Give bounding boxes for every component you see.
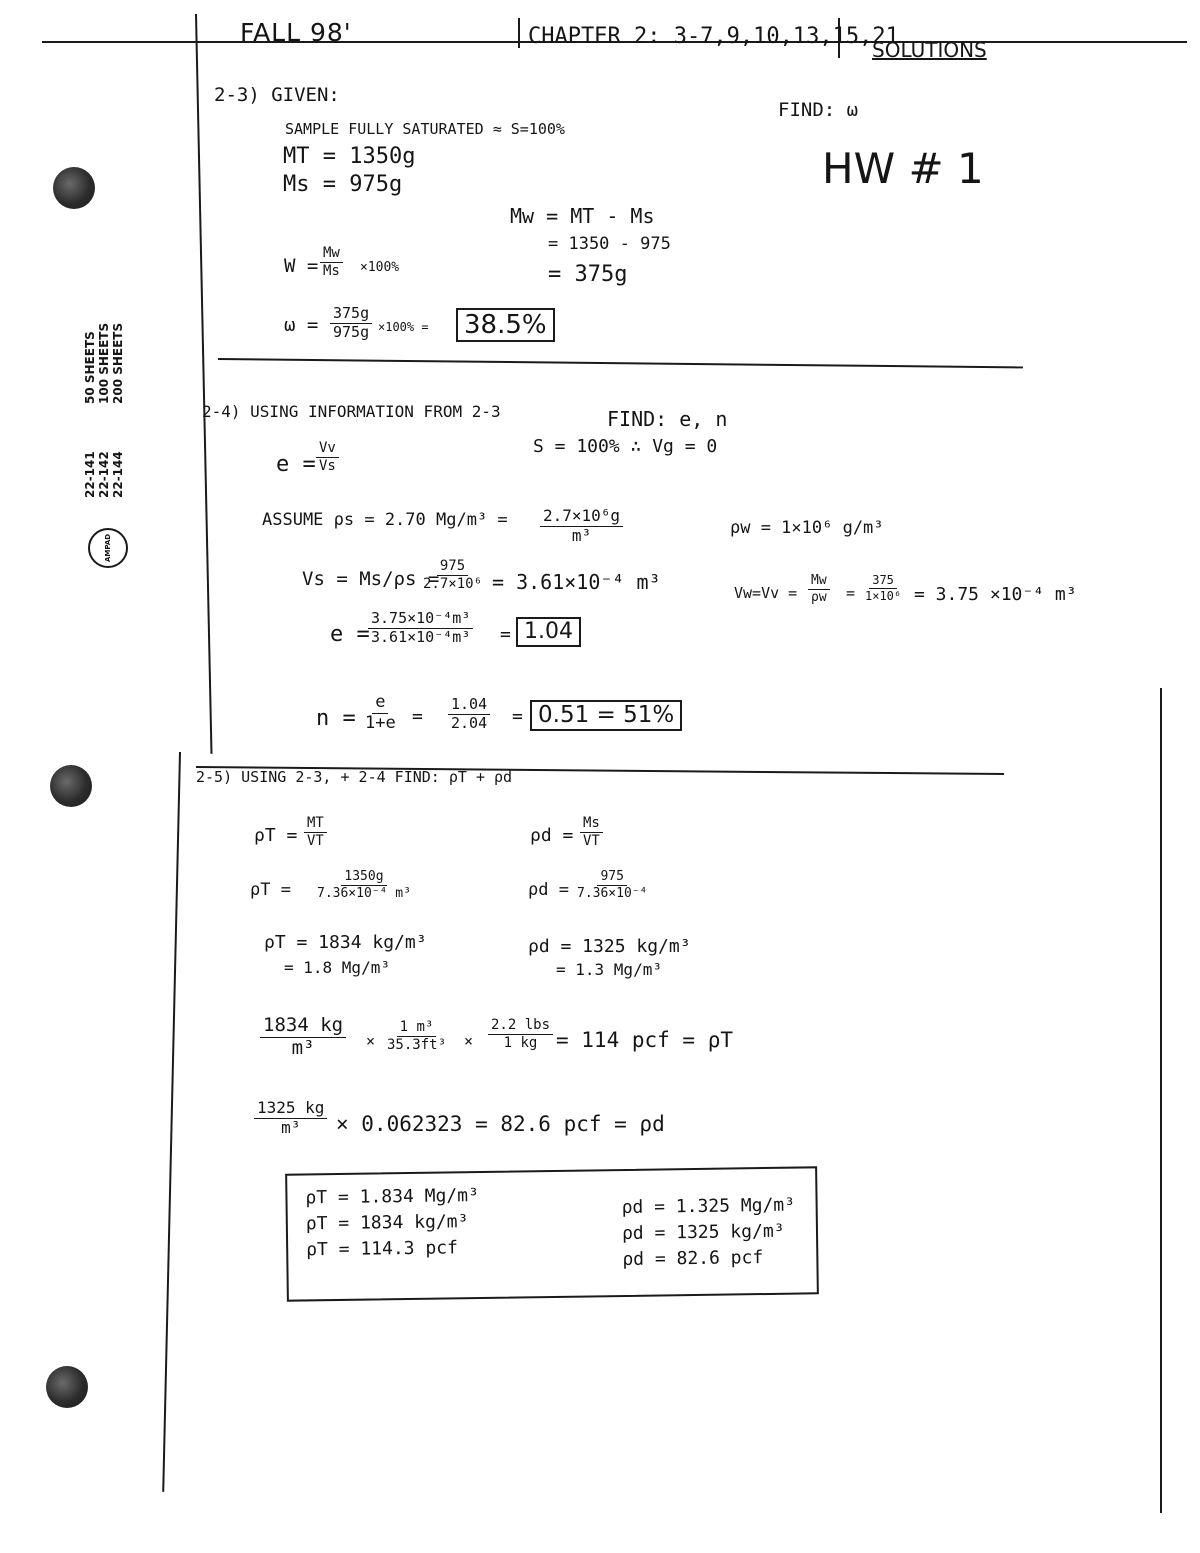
fraction-denominator: 975g (333, 322, 370, 341)
total-density-formula-lhs: ρT = (254, 825, 298, 846)
porosity-formula-equals: = (412, 706, 423, 727)
fraction-numerator: 2.2 lbs (488, 1018, 553, 1035)
fraction-denominator: 35.3ft³ (387, 1036, 447, 1053)
water-content-formula-lhs: W = (284, 255, 319, 277)
header-chapter: CHAPTER 2: 3-7,9,10,13,15,21 (528, 24, 899, 49)
porosity-formula-lhs: n = (316, 706, 356, 731)
fraction-denominator: 7.36×10⁻⁴ (577, 885, 648, 901)
problem-2-4-label: 2-4) USING INFORMATION FROM 2-3 (202, 402, 501, 421)
right-edge-rule (1160, 688, 1162, 1513)
pad-sheet-count: 200 SHEETS (110, 322, 125, 404)
water-mass-line-1: Mw = MT - Ms (510, 204, 655, 228)
fraction-numerator: MT (304, 816, 327, 833)
void-ratio-formula-lhs: e = (276, 452, 316, 477)
binder-hole-bottom (46, 1366, 88, 1408)
conversion-1-result: = 114 pcf = ρT (556, 1028, 734, 1052)
solid-volume-result: = 3.61×10⁻⁴ m³ (492, 570, 661, 594)
fraction-denominator: m³ (291, 1036, 315, 1059)
total-density-calc-lhs: ρT = (250, 880, 291, 900)
void-ratio-answer: 1.04 (516, 617, 581, 647)
porosity-answer: 0.51 = 51% (530, 700, 682, 731)
fraction-numerator: 375 (869, 574, 897, 589)
water-content-formula-mult: ×100% (360, 260, 400, 275)
total-density-result-mg: = 1.8 Mg/m³ (284, 958, 390, 977)
void-ratio-calc-fraction (368, 611, 473, 646)
pad-sheet-count: 50 SHEETS (83, 331, 97, 404)
fraction-denominator: 3.61×10⁻⁴m³ (371, 627, 471, 646)
conversion-1-times: × (366, 1032, 376, 1050)
homework-title: HW # 1 (822, 144, 984, 193)
fraction-numerator: 1.04 (448, 697, 490, 715)
pad-code: 22-141 (83, 451, 97, 498)
problem-2-3-label: 2-3) GIVEN: (214, 84, 340, 106)
fraction-numerator: e (372, 694, 388, 714)
dry-density-result-kg: ρd = 1325 kg/m³ (528, 936, 691, 957)
water-content-calc-fraction (330, 306, 372, 341)
solid-volume-fraction (420, 559, 485, 591)
problem-2-3-find: FIND: ω (778, 99, 859, 121)
fraction-denominator: VT (583, 832, 600, 849)
header-term: FALL 98' (240, 18, 352, 47)
summary-dry-density-kg: ρd = 1325 kg/m³ (621, 1220, 785, 1245)
fraction-numerator: 975 (597, 870, 626, 886)
solid-volume-lhs: Vs = Ms/ρs = (302, 568, 440, 590)
water-content-formula-fraction (320, 246, 343, 278)
fraction-numerator: 3.75×10⁻⁴m³ (368, 611, 473, 629)
water-density: ρw = 1×10⁶ g/m³ (730, 518, 884, 538)
water-mass-line-3: = 375g (548, 262, 628, 287)
pad-sheets (84, 323, 125, 404)
fraction-numerator: 975 (437, 559, 468, 576)
water-volume-equals: = (846, 584, 856, 602)
fraction-numerator: 375g (330, 306, 372, 324)
problem-2-4-find: FIND: e, n (607, 407, 728, 431)
conversion-1-fraction-2 (384, 1020, 449, 1052)
dry-density-calc-fraction (574, 870, 650, 900)
fraction-denominator: Ms (323, 262, 340, 279)
pad-code: 22-144 (110, 451, 125, 498)
water-volume-fraction-2 (862, 574, 904, 602)
saturation-line: S = 100% ∴ Vg = 0 (533, 436, 718, 457)
void-ratio-formula-fraction (316, 441, 339, 473)
dry-density-result-mg: = 1.3 Mg/m³ (556, 960, 662, 979)
fraction-denominator: m³ (281, 1117, 301, 1137)
logo-text: AMPAD (103, 533, 112, 563)
dry-density-formula-lhs: ρd = (530, 825, 574, 846)
void-ratio-calc-lhs: e = (330, 622, 370, 647)
porosity-calc-fraction (448, 697, 490, 732)
water-content-calc-lhs: ω = (284, 314, 319, 336)
total-density-result-kg: ρT = 1834 kg/m³ (264, 932, 427, 953)
fraction-denominator: 7.36×10⁻⁴ m³ (317, 885, 411, 901)
water-content-calc-mult: ×100% = (378, 320, 429, 334)
total-density-calc-fraction (314, 870, 414, 900)
binder-hole-middle (50, 765, 92, 807)
water-volume-lhs: Vw=Vv = (734, 584, 798, 602)
summary-box (285, 1166, 819, 1301)
fraction-denominator: 2.04 (451, 713, 488, 732)
fraction-denominator: ρw (811, 589, 827, 605)
porosity-calc-equals: = (512, 706, 523, 727)
fraction-numerator: 1350g (341, 870, 386, 886)
summary-total-density-pcf: ρT = 114.3 pcf (306, 1237, 459, 1261)
fraction-numerator: Vv (316, 441, 339, 458)
water-volume-fraction-1 (808, 574, 830, 604)
pad-sheet-count: 100 SHEETS (96, 322, 111, 404)
water-mass-line-2: = 1350 - 975 (548, 234, 671, 254)
conversion-1-fraction-1 (260, 1016, 346, 1059)
void-ratio-calc-equals: = (500, 624, 511, 645)
given-total-mass: MT = 1350g (283, 144, 416, 169)
fraction-denominator: VT (307, 832, 324, 849)
dry-density-calc-lhs: ρd = (528, 880, 569, 900)
summary-total-density-mg: ρT = 1.834 Mg/m³ (305, 1185, 479, 1209)
conversion-1-fraction-3 (488, 1018, 553, 1050)
fraction-denominator: Vs (319, 457, 336, 474)
section-divider-2-3 (218, 358, 1023, 368)
fraction-denominator: m³ (571, 525, 592, 545)
summary-dry-density-mg: ρd = 1.325 Mg/m³ (621, 1194, 796, 1219)
fraction-numerator: Mw (320, 246, 343, 263)
left-margin-rule-lower (162, 752, 181, 1492)
pad-code: 22-142 (96, 451, 111, 498)
given-saturated: SAMPLE FULLY SATURATED ≈ S=100% (285, 120, 565, 138)
fraction-denominator: 1×10⁶ (865, 588, 902, 603)
header-solutions: SOLUTIONS (872, 38, 987, 62)
fraction-denominator: 1 kg (503, 1034, 538, 1051)
ampad-logo-icon (88, 528, 128, 568)
fraction-numerator: 1325 kg (254, 1100, 327, 1119)
fraction-numerator: 2.7×10⁶g (540, 508, 623, 527)
fraction-denominator: 2.7×10⁶ (423, 575, 483, 592)
conversion-1-times-2: × (464, 1032, 474, 1050)
header-divider-1 (518, 18, 520, 48)
given-solid-mass: Ms = 975g (283, 172, 403, 197)
fraction-numerator: Ms (580, 816, 603, 833)
pad-codes (84, 451, 125, 498)
fraction-denominator: 1+e (365, 712, 396, 733)
fraction-numerator: Mw (808, 574, 830, 590)
fraction-numerator: 1834 kg (260, 1016, 346, 1038)
water-content-answer: 38.5% (456, 308, 555, 342)
dry-density-formula-fraction (580, 816, 603, 848)
left-margin-rule (195, 14, 212, 754)
water-volume-result: = 3.75 ×10⁻⁴ m³ (914, 584, 1077, 605)
total-density-formula-fraction (304, 816, 327, 848)
porosity-formula-fraction (362, 694, 399, 733)
binder-hole-top (53, 167, 95, 209)
fraction-numerator: 1 m³ (397, 1020, 437, 1037)
conversion-2-fraction (254, 1100, 327, 1137)
assume-density-fraction (540, 508, 623, 545)
assume-solid-density: ASSUME ρs = 2.70 Mg/m³ = (262, 510, 508, 530)
conversion-2-result: × 0.062323 = 82.6 pcf = ρd (336, 1112, 665, 1136)
summary-total-density-kg: ρT = 1834 kg/m³ (305, 1211, 469, 1235)
summary-dry-density-pcf: ρd = 82.6 pcf (622, 1247, 764, 1271)
problem-2-5-label: 2-5) USING 2-3, + 2-4 FIND: ρT + ρd (196, 768, 513, 786)
